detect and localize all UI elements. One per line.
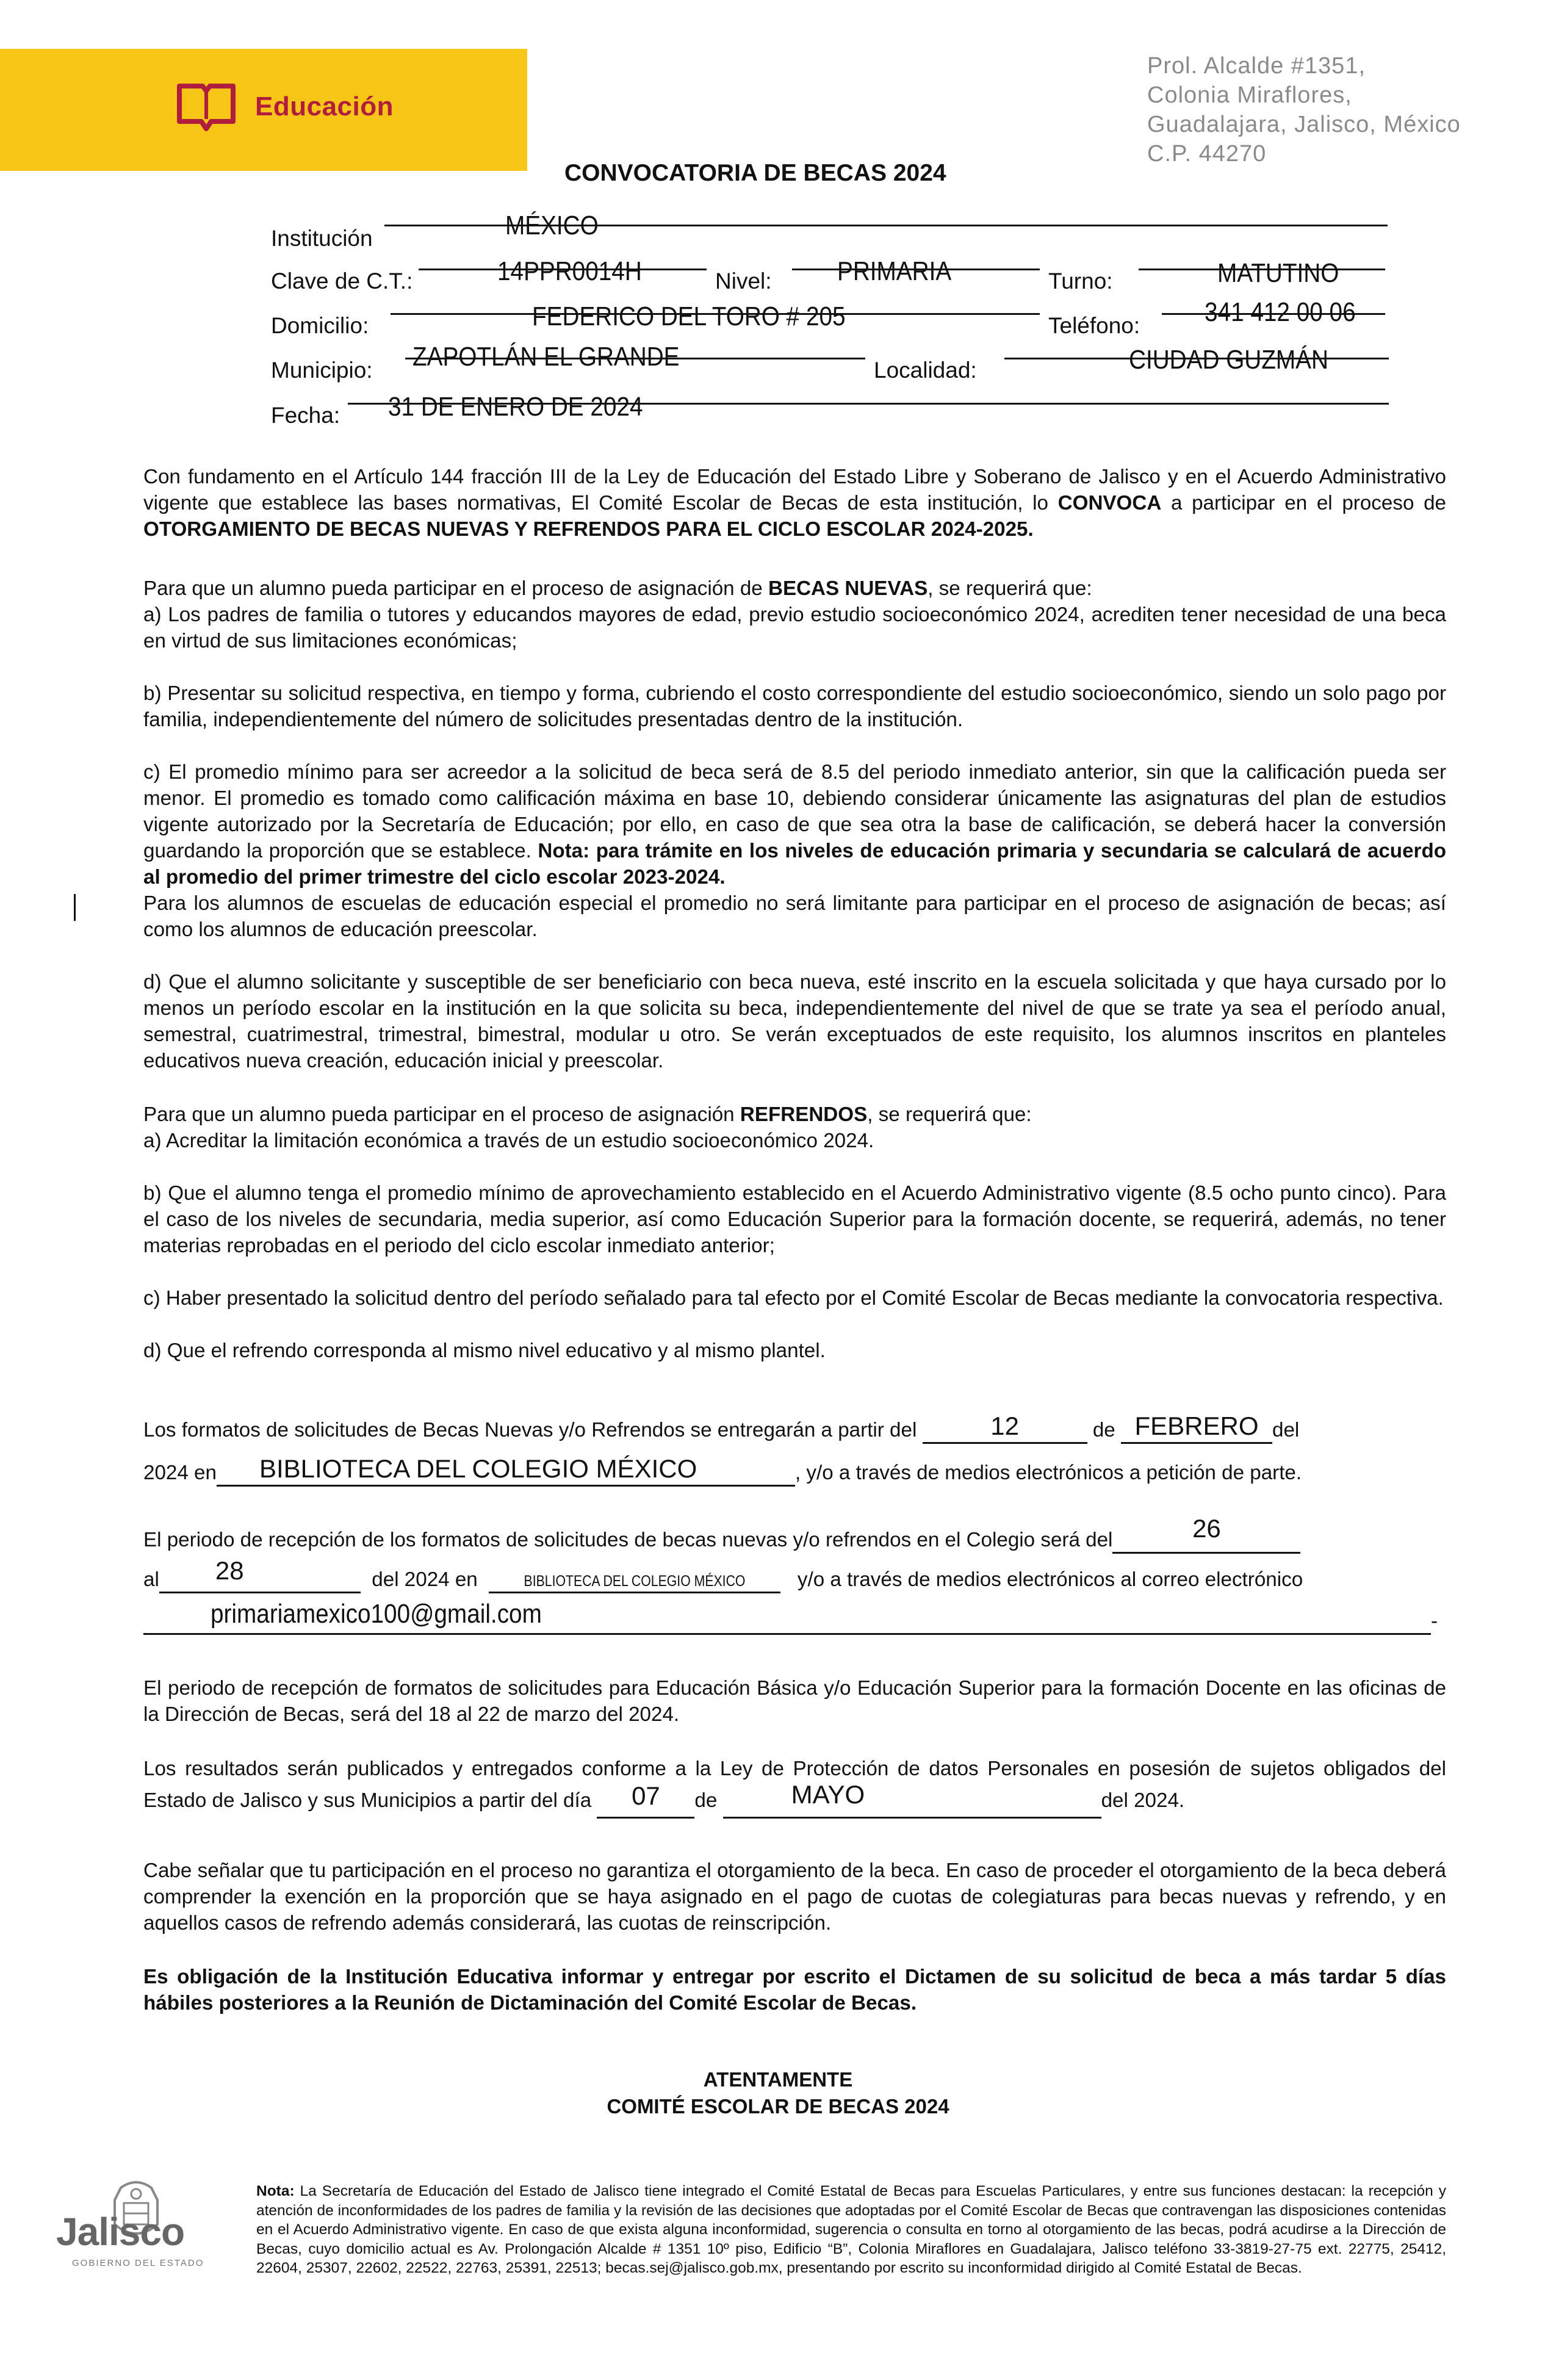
refrendo-b: b) Que el alumno tenga el promedio mínimo de aprovechamiento establecido en el Acuerdo Administrativo vigente (8.5 ocho punto cinco). Para el caso de los niveles de secundaria, media superior, así como Educación Superior para la formación docente, se requerirá, además, no tener materias reprobadas en el periodo del ciclo escolar inmediato anterior; — [143, 1182, 1446, 1257]
gobierno-text: GOBIERNO DEL ESTADO — [72, 2258, 204, 2268]
turno-value[interactable]: MATUTINO — [1217, 258, 1339, 288]
domicilio-value[interactable]: FEDERICO DEL TORO # 205 — [532, 301, 846, 331]
municipio-label: Municipio: — [271, 358, 373, 383]
formatos-day-field[interactable]: 12 — [923, 1419, 1087, 1444]
refrendos-section: Para que un alumno pueda participar en el proceso de asignación REFRENDOS, se requerirá que: a) Acreditar la limitación económica a través de un estudio socioeconómico 2024. b) Que el alumno tenga el promedio mínimo de aprovechamiento establecido en el Acuerdo Administrativo vigente (8.5 ocho punto cinco). Para el caso de los niveles de secundaria, media superior, así como Educación Superior para la formación docente, se requerirá, además, no tener materias reprobadas en el periodo del ciclo escolar inmediato anterior; c) Haber presentado la solicitud dentro del período señalado para tal efecto por el Comité Escolar de Becas mediante la convocatoria respectiva. d) Que el refrendo corresponda al mismo nivel educativo y al mismo plantel. — [143, 1102, 1446, 1364]
telefono-value[interactable]: 341 412 00 06 — [1205, 297, 1356, 327]
periodo-email-field[interactable]: primariamexico100@gmail.com — [143, 1610, 1431, 1635]
fecha-value[interactable]: 31 DE ENERO DE 2024 — [388, 392, 643, 422]
requisito-c-especial: Para los alumnos de escuelas de educación especial el promedio no será limitante para participar en el proceso de asignación de becas; así como los alumnos de educación preescolar. — [143, 892, 1446, 941]
institucion-label: Institución — [271, 226, 373, 251]
address-line: Prol. Alcalde #1351, — [1147, 53, 1366, 79]
atentamente-text: ATENTAMENTE — [703, 2068, 853, 2091]
turno-label: Turno: — [1048, 269, 1113, 294]
requisito-b: b) Presentar su solicitud respectiva, en tiempo y forma, cubriendo el costo correspondiente del estudio socioeconómico, siendo un solo pago por familia, independientemente del número de solicitudes presentadas dentro de la institución. — [143, 682, 1446, 731]
refrendo-c: c) Haber presentado la solicitud dentro del período señalado para tal efecto por el Comité Escolar de Becas mediante la convocatoria respectiva. — [143, 1287, 1444, 1310]
institucion-value[interactable]: MÉXICO — [505, 211, 599, 240]
formatos-line-2: 2024 en BIBLIOTECA DEL COLEGIO MÉXICO , y/o a través de medios electrónicos a petición de parte. — [143, 1462, 1302, 1487]
intro-paragraph: Con fundamento en el Artículo 144 fracción III de la Ley de Educación del Estado Libre y Soberano de Jalisco y en el Acuerdo Administrativo vigente que establece las bases normativas, El Comité Escolar de Becas de esta institución, lo CONVOCA a participar en el proceso de OTORGAMIENTO DE BECAS NUEVAS Y REFRENDOS PARA EL CICLO ESCOLAR 2024-2025. — [143, 466, 1446, 541]
becas-nuevas-section: Para que un alumno pueda participar en el proceso de asignación de BECAS NUEVAS, se requerirá que: a) Los padres de familia o tutores y educandos mayores de edad, previo estudio socioeconómico 2024, acrediten tener necesidad de una beca en virtud de sus limitaciones económicas; b) Presentar su solicitud respectiva, en tiempo y forma, cubriendo el costo correspondiente del estudio socioeconómico, siendo un solo pago por familia, independientemente del número de solicitudes presentadas dentro de la institución. c) El promedio mínimo para ser acreedor a la solicitud de beca será de 8.5 del periodo inmediato anterior, sin que la calificación pueda ser menor. El promedio es tomado como calificación máxima en base 10, debiendo considerar únicamente las asignaturas del plan de estudios vigente autorizado por la Secretaría de Educación; por ello, en caso de que sea otra la base de calificación, se deberá hacer la conversión guardando la proporción que se establece. Nota: para trámite en los niveles de educación primaria y secundaria se calculará de acuerdo al promedio del primer trimestre del ciclo escolar 2023-2024. Para los alumnos de escuelas de educación especial el promedio no será limitante para participar en el proceso de asignación de becas; así como los alumnos de educación preescolar. d) Que el alumno solicitante y susceptible de ser beneficiario con beca nueva, esté inscrito en la escuela solicitada y que haya cursado por lo menos un período escolar en la institución en la que solicita su beca, independientemente del nivel de que se trate ya sea el período anual, semestral, cuatrimestral, trimestral, bimestral, modular u otro. Se verán exceptuados de este requisito, los alumnos inscritos en planteles educativos nueva creación, educación inicial y preescolar. — [143, 575, 1446, 1074]
comite-text: COMITÉ ESCOLAR DE BECAS 2024 — [607, 2095, 949, 2118]
address-line: C.P. 44270 — [1147, 141, 1267, 167]
municipio-value[interactable]: ZAPOTLÁN EL GRANDE — [412, 342, 680, 372]
address-line: Guadalajara, Jalisco, México — [1147, 112, 1461, 137]
nota-label: Nota: — [256, 2183, 295, 2199]
refrendo-a: a) Acreditar la limitación económica a través de un estudio socioeconómico 2024. — [143, 1130, 874, 1152]
formatos-line-1: Los formatos de solicitudes de Becas Nuevas y/o Refrendos se entregarán a partir del 12 de FEBRERO del — [143, 1419, 1446, 1444]
direccion-becas-paragraph: El periodo de recepción de formatos de solicitudes para Educación Básica y/o Educación Superior para la formación Docente en las oficinas de la Dirección de Becas, será del 18 al 22 de marzo del 2024. — [143, 1677, 1446, 1726]
brand-logo-text: Educación — [255, 92, 394, 121]
periodo-from-field[interactable]: 26 — [1112, 1529, 1300, 1554]
requisito-c: c) El promedio mínimo para ser acreedor a la solicitud de beca será de 8.5 del periodo inmediato anterior, sin que la calificación pueda ser menor. El promedio es tomado como calificación máxima en base 10, debiendo considerar únicamente las asignaturas del plan de estudios vigente autorizado por la Secretaría de Educación; por ello, en caso de que sea otra la base de calificación, se deberá hacer la conversión guardando la proporción que se establece. Nota: para trámite en los niveles de educación primaria y secundaria se calculará de acuerdo al promedio del primer trimestre del ciclo escolar 2023-2024. — [143, 761, 1447, 889]
formatos-place-field[interactable]: BIBLIOTECA DEL COLEGIO MÉXICO — [217, 1462, 795, 1487]
fecha-label: Fecha: — [271, 403, 340, 428]
footer-note — [256, 2182, 1446, 2278]
header-address — [1147, 51, 1461, 168]
telefono-label: Teléfono: — [1048, 313, 1140, 338]
signature-block — [0, 2066, 1556, 2120]
document-title: CONVOCATORIA DE BECAS 2024 — [564, 160, 946, 186]
address-line: Colonia Miraflores, — [1147, 82, 1352, 108]
cabe-paragraph: Cabe señalar que tu participación en el proceso no garantiza el otorgamiento de la beca. En caso de proceder el otorgamiento de la beca deberá comprender la exención en la proporción que se haya asignado en el pago de cuotas de colegiaturas para becas nuevas y refrendo, y en aquellos casos de refrendo además considerará, las cuotas de reinscripción. — [143, 1859, 1446, 1935]
text-cursor — [74, 894, 76, 921]
jalisco-logo-text: Jalisco — [56, 2210, 185, 2254]
periodo-line-3: primariamexico100@gmail.com - — [143, 1610, 1446, 1635]
periodo-place-field[interactable]: BIBLIOTECA DEL COLEGIO MÉXICO — [489, 1568, 780, 1593]
requisito-a: a) Los padres de familia o tutores y educandos mayores de edad, previo estudio socioeconómico 2024, acrediten tener necesidad de una beca en virtud de sus limitaciones económicas; — [143, 604, 1446, 652]
resultados-month-field[interactable]: MAYO — [723, 1785, 1101, 1819]
periodo-to-field[interactable]: 28 — [159, 1568, 361, 1593]
obligacion-paragraph: Es obligación de la Institución Educativa informar y entregar por escrito el Dictamen de su solicitud de beca a más tardar 5 días hábiles posteriores a la Reunión de Dictaminación del Comité Escolar de Becas. — [143, 1966, 1446, 2014]
resultados-paragraph: Los resultados serán publicados y entregados conforme a la Ley de Protección de datos Personales en posesión de sujetos obligados del Estado de Jalisco y sus Municipios a partir del día 07 de MAYO del 2024. — [143, 1753, 1446, 1819]
refrendo-d: d) Que el refrendo corresponda al mismo nivel educativo y al mismo plantel. — [143, 1340, 826, 1362]
localidad-label: Localidad: — [874, 358, 977, 383]
domicilio-label: Domicilio: — [271, 313, 369, 338]
localidad-value[interactable]: CIUDAD GUZMÁN — [1129, 345, 1328, 375]
periodo-line-2: al 28 del 2024 en BIBLIOTECA DEL COLEGIO MÉXICO y/o a través de medios electrónicos al correo electrónico — [143, 1568, 1446, 1593]
resultados-day-field[interactable]: 07 — [597, 1785, 694, 1819]
formatos-month-field[interactable]: FEBRERO — [1121, 1419, 1272, 1444]
nivel-value[interactable]: PRIMARIA — [837, 256, 952, 286]
book-logo-icon — [176, 82, 237, 132]
clave-label: Clave de C.T.: — [271, 269, 413, 294]
requisito-d: d) Que el alumno solicitante y susceptible de ser beneficiario con beca nueva, esté inscrito en la escuela solicitada y que haya cursado por lo menos un período escolar en la institución en la que solicita su beca, independientemente del nivel de que se trate ya sea el período anual, semestral, cuatrimestral, trimestral, bimestral, modular u otro. Se verán exceptuados de este requisito, los alumnos inscritos en planteles educativos nueva creación, educación inicial y preescolar. — [143, 971, 1446, 1072]
clave-value[interactable]: 14PPR0014H — [497, 256, 642, 286]
nivel-label: Nivel: — [715, 269, 772, 294]
periodo-line-1: El periodo de recepción de los formatos de solicitudes de becas nuevas y/o refrendos en el Colegio será del 26 — [143, 1529, 1300, 1554]
nota-text: La Secretaría de Educación del Estado de Jalisco tiene integrado el Comité Estatal de Becas para Escuelas Particulares, y entre sus funciones destacan: la recepción y atención de inconformidades de los padres de familia y la revisión de las decisiones que adoptadas por el Comité Escolar de Becas que contravengan las disposiciones contenidas en el Acuerdo Administrativo vigente. En caso de que exista alguna inconformidad, sugerencia o consulta en torno al otorgamiento de las becas, podrá acudirse a la Dirección de Becas, cuyo domicilio actual es Av. Prolongación Alcalde # 1351 10º piso, Edificio “B”, Colonia Miraflores en Guadalajara, Jalisco teléfono 33-3819-27-75 ext. 22775, 25412, 22604, 25307, 22602, 22522, 22763, 25391, 22513; becas.sej@jalisco.gob.mx, presentando por escrito su inconformidad dirigido al Comité Estatal de Becas. — [256, 2183, 1446, 2276]
